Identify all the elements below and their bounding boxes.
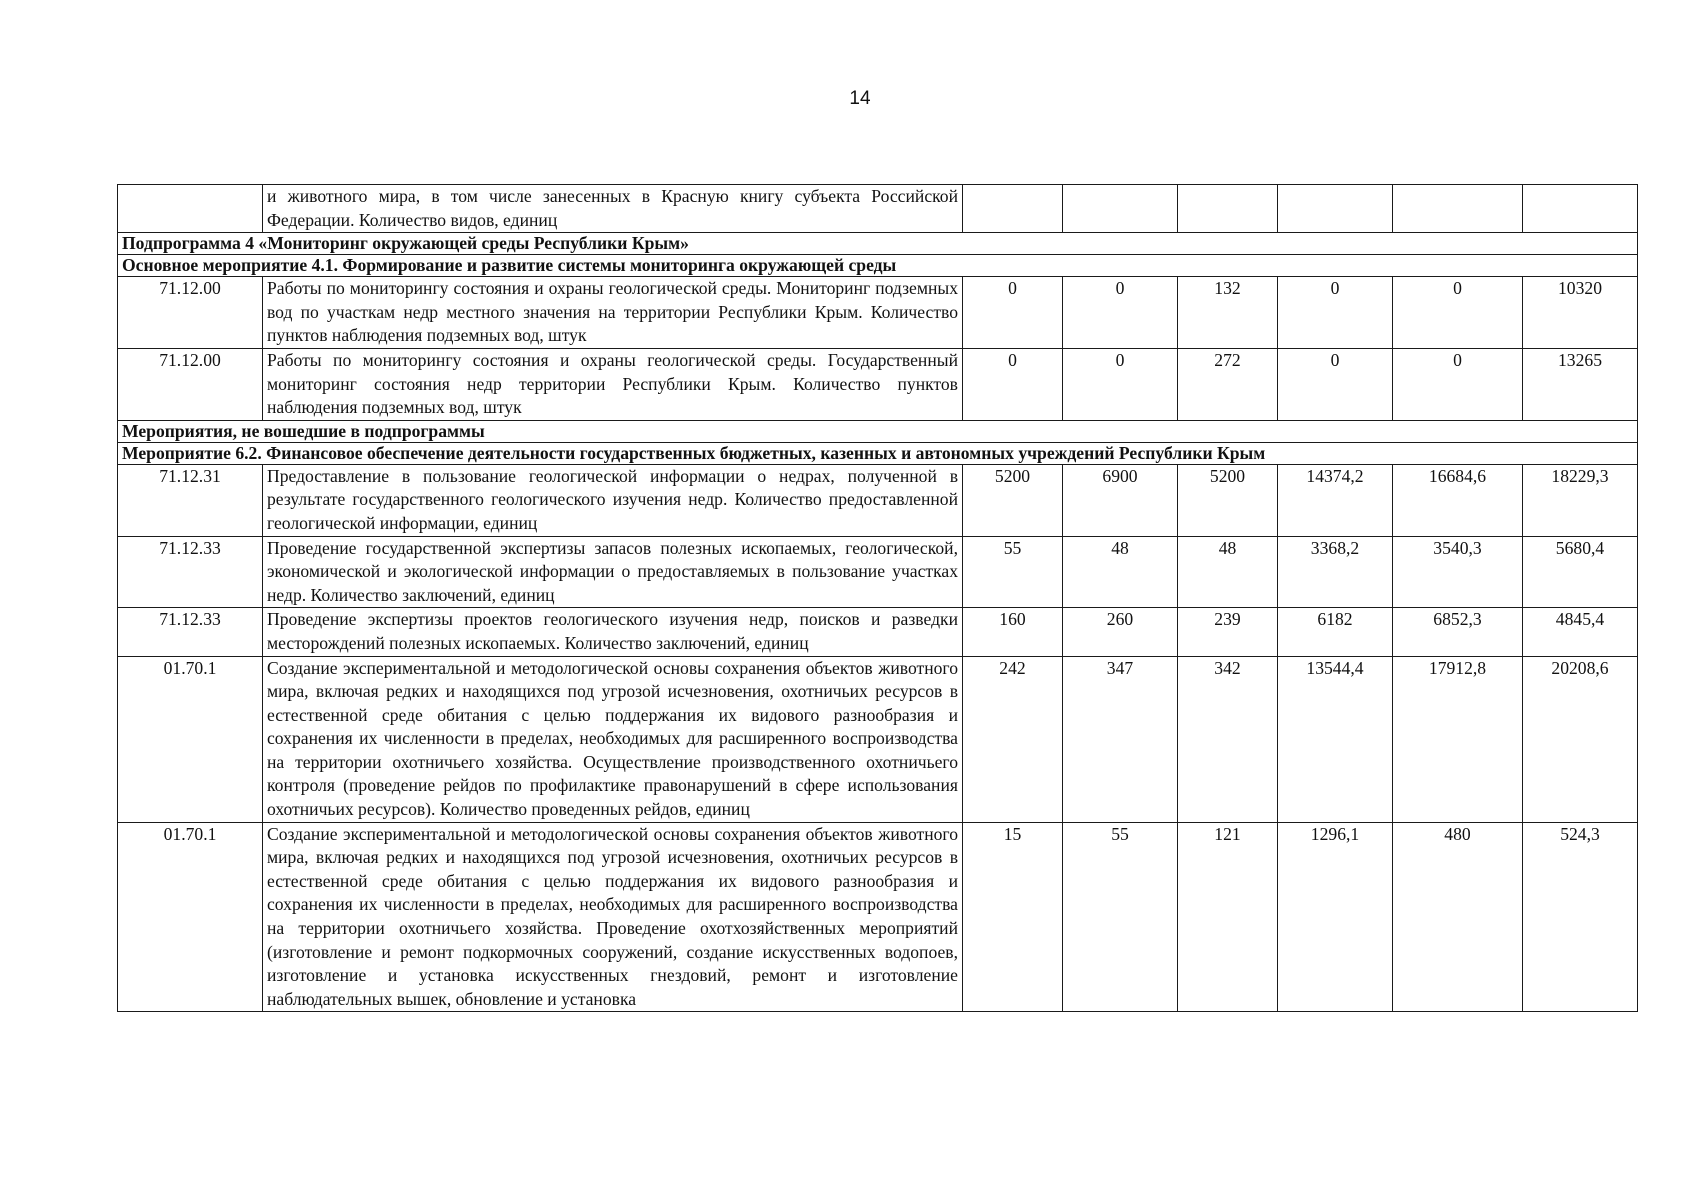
value-cell: 13544,4 bbox=[1278, 656, 1393, 822]
service-code: 01.70.1 bbox=[118, 822, 263, 1012]
table-row bbox=[118, 536, 1638, 608]
value-cell: 160 bbox=[963, 608, 1063, 656]
subprogram-heading: Подпрограмма 4 «Мониторинг окружающей среды Республики Крым» bbox=[118, 233, 1638, 255]
value-cell: 16684,6 bbox=[1393, 464, 1523, 536]
section-row bbox=[118, 420, 1638, 442]
value-cell: 272 bbox=[1178, 348, 1278, 420]
services-table bbox=[117, 184, 1638, 1012]
value-cell bbox=[1523, 185, 1638, 233]
service-name: Работы по мониторингу состояния и охраны геологической среды. Государственный мониторинг состояния недр территории Республики Крым. Количество пунктов наблюдения подземных вод, штук bbox=[263, 348, 963, 420]
section-heading: Мероприятия, не вошедшие в подпрограммы bbox=[118, 420, 1638, 442]
measure-heading: Основное мероприятие 4.1. Формирование и развитие системы мониторинга окружающей среды bbox=[118, 255, 1638, 277]
value-cell: 121 bbox=[1178, 822, 1278, 1012]
value-cell: 20208,6 bbox=[1523, 656, 1638, 822]
value-cell: 0 bbox=[1063, 277, 1178, 349]
service-name: Создание экспериментальной и методологической основы сохранения объектов животного мира, включая редких и находящихся под угрозой исчезновения, охотничьих ресурсов в естественной среде обитания с целью поддержания их видового разнообразия и сохранения их численности в пределах, необходимых для расширенного воспроизводства на территории охотничьего хозяйства. Проведение охотхозяйственных мероприятий (изготовление и ремонт подкормочных сооружений, создание искусственных водопоев, изготовление и установка искусственных гнездовий, ремонт и изготовление наблюдательных вышек, обновление и установка bbox=[263, 822, 963, 1012]
table-row bbox=[118, 277, 1638, 349]
value-cell: 6852,3 bbox=[1393, 608, 1523, 656]
service-code: 71.12.33 bbox=[118, 536, 263, 608]
value-cell: 132 bbox=[1178, 277, 1278, 349]
value-cell: 13265 bbox=[1523, 348, 1638, 420]
table-row bbox=[118, 185, 1638, 233]
value-cell: 0 bbox=[1278, 277, 1393, 349]
service-code: 71.12.33 bbox=[118, 608, 263, 656]
value-cell: 342 bbox=[1178, 656, 1278, 822]
value-cell: 6182 bbox=[1278, 608, 1393, 656]
value-cell: 0 bbox=[1393, 277, 1523, 349]
value-cell: 242 bbox=[963, 656, 1063, 822]
service-name: Создание экспериментальной и методологической основы сохранения объектов животного мира, включая редких и находящихся под угрозой исчезновения, охотничьих ресурсов в естественной среде обитания с целью поддержания их видового разнообразия и сохранения их численности в пределах, необходимых для расширенного воспроизводства на территории охотничьего хозяйства. Осуществление производственного охотничьего контроля (проведение рейдов по профилактике правонарушений в сфере использования охотничьих ресурсов). Количество проведенных рейдов, единиц bbox=[263, 656, 963, 822]
value-cell: 524,3 bbox=[1523, 822, 1638, 1012]
value-cell: 0 bbox=[1063, 348, 1178, 420]
table-row bbox=[118, 608, 1638, 656]
value-cell: 3368,2 bbox=[1278, 536, 1393, 608]
value-cell: 10320 bbox=[1523, 277, 1638, 349]
value-cell: 14374,2 bbox=[1278, 464, 1393, 536]
value-cell: 260 bbox=[1063, 608, 1178, 656]
page-number: 14 bbox=[849, 88, 871, 109]
service-name: Работы по мониторингу состояния и охраны геологической среды. Мониторинг подземных вод по участкам недр местного значения на территории Республики Крым. Количество пунктов наблюдения подземных вод, штук bbox=[263, 277, 963, 349]
value-cell: 48 bbox=[1063, 536, 1178, 608]
value-cell: 5200 bbox=[1178, 464, 1278, 536]
value-cell: 480 bbox=[1393, 822, 1523, 1012]
value-cell: 0 bbox=[963, 348, 1063, 420]
table-row bbox=[118, 656, 1638, 822]
value-cell bbox=[1178, 185, 1278, 233]
value-cell: 5200 bbox=[963, 464, 1063, 536]
value-cell: 6900 bbox=[1063, 464, 1178, 536]
value-cell: 17912,8 bbox=[1393, 656, 1523, 822]
service-name: Предоставление в пользование геологической информации о недрах, полученной в результате государственного геологического изучения недр. Количество предоставленной геологической информации, единиц bbox=[263, 464, 963, 536]
value-cell: 0 bbox=[1393, 348, 1523, 420]
section-row bbox=[118, 255, 1638, 277]
table-row bbox=[118, 822, 1638, 1012]
service-name: Проведение государственной экспертизы запасов полезных ископаемых, геологической, экономической и экологической информации о предоставляемых в пользование участках недр. Количество заключений, единиц bbox=[263, 536, 963, 608]
value-cell bbox=[1063, 185, 1178, 233]
value-cell: 5680,4 bbox=[1523, 536, 1638, 608]
value-cell: 55 bbox=[1063, 822, 1178, 1012]
value-cell: 15 bbox=[963, 822, 1063, 1012]
service-code: 01.70.1 bbox=[118, 656, 263, 822]
service-code bbox=[118, 185, 263, 233]
value-cell bbox=[1393, 185, 1523, 233]
value-cell: 18229,3 bbox=[1523, 464, 1638, 536]
measure-heading: Мероприятие 6.2. Финансовое обеспечение деятельности государственных бюджетных, казенных и автономных учреждений Республики Крым bbox=[118, 442, 1638, 464]
value-cell: 4845,4 bbox=[1523, 608, 1638, 656]
value-cell bbox=[1278, 185, 1393, 233]
table-row bbox=[118, 464, 1638, 536]
value-cell: 0 bbox=[1278, 348, 1393, 420]
section-row bbox=[118, 442, 1638, 464]
value-cell: 3540,3 bbox=[1393, 536, 1523, 608]
service-code: 71.12.00 bbox=[118, 277, 263, 349]
value-cell: 55 bbox=[963, 536, 1063, 608]
value-cell: 0 bbox=[963, 277, 1063, 349]
value-cell: 48 bbox=[1178, 536, 1278, 608]
value-cell: 347 bbox=[1063, 656, 1178, 822]
value-cell: 1296,1 bbox=[1278, 822, 1393, 1012]
value-cell bbox=[963, 185, 1063, 233]
section-row bbox=[118, 233, 1638, 255]
service-code: 71.12.31 bbox=[118, 464, 263, 536]
value-cell: 239 bbox=[1178, 608, 1278, 656]
service-code: 71.12.00 bbox=[118, 348, 263, 420]
service-name: и животного мира, в том числе занесенных в Красную книгу субъекта Российской Федерации. Количество видов, единиц bbox=[263, 185, 963, 233]
table-row bbox=[118, 348, 1638, 420]
service-name: Проведение экспертизы проектов геологического изучения недр, поисков и разведки месторождений полезных ископаемых. Количество заключений, единиц bbox=[263, 608, 963, 656]
